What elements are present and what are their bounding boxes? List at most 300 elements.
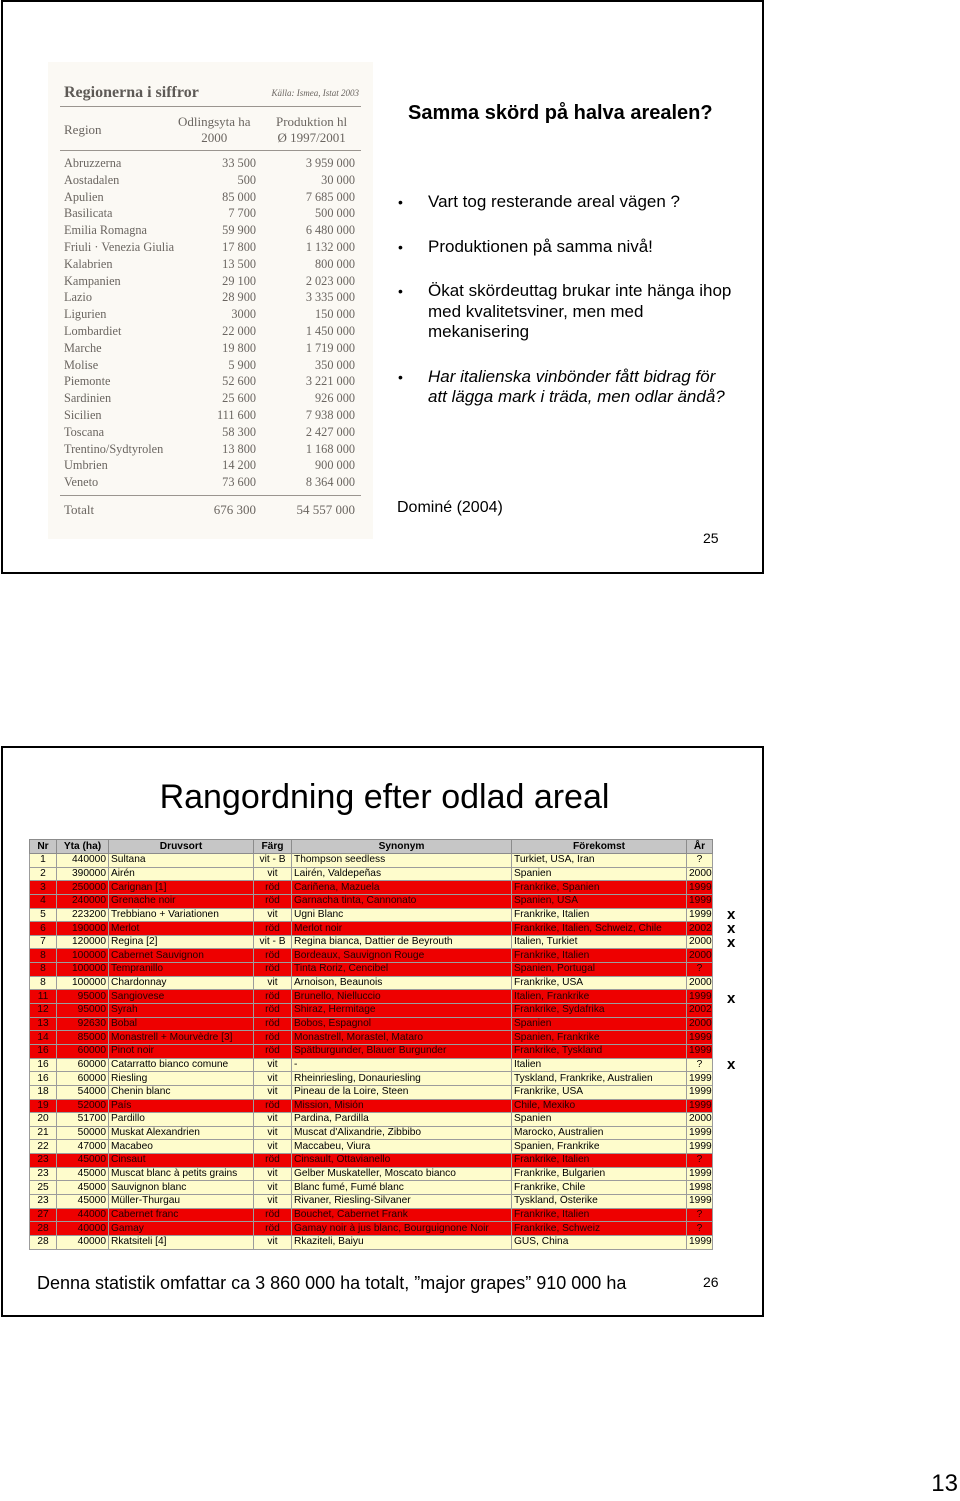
- region-name: Aostadalen: [64, 172, 120, 187]
- production-hl: 350 000: [315, 357, 355, 372]
- cell-farg: röd: [254, 894, 292, 908]
- bullet-item: [398, 367, 738, 408]
- cell-nr: 28: [30, 1235, 57, 1249]
- cell-forekomst: Turkiet, USA, Iran: [512, 854, 687, 868]
- cell-nr: 16: [30, 1058, 57, 1072]
- cell-farg: röd: [254, 922, 292, 936]
- cell-yta: 45000: [57, 1195, 109, 1209]
- production-hl: 1 168 000: [305, 441, 355, 456]
- table-row: [30, 1044, 713, 1058]
- area-ha: 22 000: [222, 323, 256, 338]
- production-hl: 800 000: [315, 256, 355, 271]
- col-header-ha-line1: Odlingsyta ha: [178, 114, 251, 129]
- area-ha: 52 600: [222, 374, 256, 389]
- region-name: Veneto: [64, 475, 99, 490]
- region-name: Abruzzerna: [64, 156, 122, 170]
- area-ha: 111 600: [216, 407, 256, 422]
- cell-yta: 100000: [57, 949, 109, 963]
- table-row: [30, 1004, 713, 1018]
- production-hl: 1 719 000: [305, 340, 355, 355]
- col-header-region: [64, 114, 102, 138]
- cell-yta: 60000: [57, 1044, 109, 1058]
- cell-yta: 120000: [57, 935, 109, 949]
- cell-forekomst: GUS, China: [512, 1235, 687, 1249]
- x-mark: x: [727, 1056, 736, 1073]
- cell-druvsort: Cabernet franc: [109, 1208, 254, 1222]
- cell-yta: 54000: [57, 1085, 109, 1099]
- table-row: [30, 1031, 713, 1045]
- cell-synonym: Blanc fumé, Fumé blanc: [292, 1181, 512, 1195]
- col-header-synonym: Synonym: [292, 840, 512, 854]
- cell-ar: ?: [687, 1154, 713, 1168]
- table-header-row: [30, 840, 713, 854]
- x-mark: x: [727, 990, 736, 1007]
- cell-druvsort: Airén: [109, 867, 254, 881]
- cell-farg: vit - B: [254, 935, 292, 949]
- col-header-farg: Färg: [254, 840, 292, 854]
- col-header-hl: [276, 114, 347, 145]
- slide-heading: Samma skörd på halva arealen?: [408, 102, 713, 124]
- cell-nr: 23: [30, 1167, 57, 1181]
- area-ha: 13 800: [222, 441, 256, 456]
- total-rule: [60, 495, 361, 496]
- scan-row: [48, 307, 373, 324]
- document-page-number: 13: [931, 1470, 958, 1497]
- table-row: [30, 949, 713, 963]
- area-ha: 14 200: [222, 458, 256, 473]
- table-row: [30, 894, 713, 908]
- scan-row: [48, 290, 373, 307]
- area-ha: 29 100: [222, 273, 256, 288]
- cell-nr: 20: [30, 1113, 57, 1127]
- area-ha: 85 000: [222, 189, 256, 204]
- cell-druvsort: Catarratto bianco comune: [109, 1058, 254, 1072]
- cell-yta: 100000: [57, 976, 109, 990]
- cell-forekomst: Spanien, Portugal: [512, 963, 687, 977]
- cell-nr: 14: [30, 1031, 57, 1045]
- scan-row: [48, 341, 373, 358]
- cell-synonym: Thompson seedless: [292, 854, 512, 868]
- cell-synonym: Shiraz, Hermitage: [292, 1004, 512, 1018]
- cell-forekomst: Frankrike, Italien: [512, 1154, 687, 1168]
- table-row: [30, 1222, 713, 1236]
- cell-forekomst: Frankrike, Italien: [512, 908, 687, 922]
- cell-forekomst: Italien, Frankrike: [512, 990, 687, 1004]
- cell-yta: 95000: [57, 1004, 109, 1018]
- cell-forekomst: Frankrike, Italien: [512, 949, 687, 963]
- bullet-text: Har italienska vinbönder fått bidrag för att lägga mark i träda, men odlar ändå?: [428, 366, 725, 406]
- table-row: [30, 1085, 713, 1099]
- cell-forekomst: Frankrike, Italien, Schweiz, Chile: [512, 922, 687, 936]
- cell-ar: 1999: [687, 1044, 713, 1058]
- bullet-item: [398, 192, 738, 213]
- cell-forekomst: Frankrike, USA: [512, 1085, 687, 1099]
- cell-druvsort: Pardillo: [109, 1113, 254, 1127]
- region-name: Friuli · Venezia Giulia: [64, 239, 175, 254]
- cell-farg: vit: [254, 1235, 292, 1249]
- cell-yta: 47000: [57, 1140, 109, 1154]
- cell-forekomst: Tyskland, Österike: [512, 1195, 687, 1209]
- grape-variety-table: [29, 839, 713, 1250]
- cell-farg: röd: [254, 1099, 292, 1113]
- scan-row: [48, 425, 373, 442]
- cell-yta: 51700: [57, 1113, 109, 1127]
- cell-synonym: Merlot noir: [292, 922, 512, 936]
- scan-row: [48, 274, 373, 291]
- scan-row: [48, 223, 373, 240]
- production-hl: 3 959 000: [305, 156, 355, 170]
- cell-farg: röd: [254, 1004, 292, 1018]
- cell-farg: vit: [254, 1140, 292, 1154]
- cell-nr: 16: [30, 1044, 57, 1058]
- scan-row: [48, 391, 373, 408]
- cell-ar: 2000: [687, 1017, 713, 1031]
- area-ha: 58 300: [222, 424, 256, 439]
- area-ha: 7 700: [228, 206, 256, 221]
- slide-title: Rangordning efter odlad areal: [159, 778, 610, 816]
- table-row: [30, 1154, 713, 1168]
- production-hl: 3 221 000: [305, 374, 355, 389]
- cell-farg: röd: [254, 1222, 292, 1236]
- cell-farg: vit: [254, 1085, 292, 1099]
- cell-farg: vit: [254, 1113, 292, 1127]
- slide-26: [1, 746, 764, 1317]
- cell-nr: 27: [30, 1208, 57, 1222]
- cell-yta: 45000: [57, 1154, 109, 1168]
- cell-forekomst: Marocko, Australien: [512, 1126, 687, 1140]
- cell-ar: ?: [687, 1208, 713, 1222]
- cell-nr: 16: [30, 1072, 57, 1086]
- cell-synonym: Regina bianca, Dattier de Beyrouth: [292, 935, 512, 949]
- scan-row: [48, 173, 373, 190]
- cell-druvsort: Cabernet Sauvignon: [109, 949, 254, 963]
- cell-nr: 23: [30, 1195, 57, 1209]
- cell-yta: 240000: [57, 894, 109, 908]
- table-row: [30, 922, 713, 936]
- table-row: [30, 908, 713, 922]
- cell-druvsort: Pinot noir: [109, 1044, 254, 1058]
- cell-ar: 1999: [687, 1140, 713, 1154]
- cell-yta: 50000: [57, 1126, 109, 1140]
- table-row: [30, 1167, 713, 1181]
- cell-druvsort: País: [109, 1099, 254, 1113]
- table-row: [30, 1181, 713, 1195]
- area-ha: 59 900: [222, 223, 256, 238]
- scan-row: [48, 358, 373, 375]
- x-mark: x: [727, 906, 736, 923]
- cell-yta: 52000: [57, 1099, 109, 1113]
- cell-synonym: Tinta Roriz, Cencibel: [292, 963, 512, 977]
- cell-ar: 2000: [687, 935, 713, 949]
- table-row: [30, 1140, 713, 1154]
- table-row: [30, 1126, 713, 1140]
- cell-forekomst: Spanien: [512, 1017, 687, 1031]
- area-ha: 3000: [231, 307, 256, 322]
- cell-forekomst: Spanien, Frankrike: [512, 1140, 687, 1154]
- total-ha: 676 300: [213, 502, 256, 517]
- production-hl: 900 000: [315, 458, 355, 473]
- bullet-glyph: •: [398, 283, 403, 299]
- cell-druvsort: Sultana: [109, 854, 254, 868]
- header-rule-2: [60, 150, 361, 151]
- cell-forekomst: Italien, Turkiet: [512, 935, 687, 949]
- bullet-glyph: •: [398, 368, 403, 385]
- cell-nr: 18: [30, 1085, 57, 1099]
- cell-ar: 1999: [687, 990, 713, 1004]
- cell-druvsort: Riesling: [109, 1072, 254, 1086]
- cell-druvsort: Cinsaut: [109, 1154, 254, 1168]
- area-ha: 500: [237, 172, 256, 187]
- cell-nr: 28: [30, 1222, 57, 1236]
- cell-ar: 1999: [687, 894, 713, 908]
- table-row: [30, 1017, 713, 1031]
- table-row: [30, 976, 713, 990]
- cell-synonym: Cariñena, Mazuela: [292, 881, 512, 895]
- cell-nr: 8: [30, 949, 57, 963]
- cell-forekomst: Chile, Mexiko: [512, 1099, 687, 1113]
- area-ha: 5 900: [228, 357, 256, 372]
- cell-farg: vit: [254, 1126, 292, 1140]
- table-row: [30, 1208, 713, 1222]
- region-name: Kampanien: [64, 273, 121, 288]
- cell-ar: 2000: [687, 976, 713, 990]
- cell-druvsort: Gamay: [109, 1222, 254, 1236]
- bullet-glyph: •: [398, 238, 403, 255]
- cell-synonym: Monastrell, Morastel, Mataro: [292, 1031, 512, 1045]
- scan-row: [48, 240, 373, 257]
- cell-nr: 7: [30, 935, 57, 949]
- cell-druvsort: Sangiovese: [109, 990, 254, 1004]
- region-name: Molise: [64, 357, 99, 372]
- bullet-text: Produktionen på samma nivå!: [428, 236, 653, 256]
- scan-rows: [48, 156, 373, 492]
- cell-farg: vit: [254, 1181, 292, 1195]
- cell-forekomst: Frankrike, USA: [512, 976, 687, 990]
- cell-synonym: Rkaziteli, Baiyu: [292, 1235, 512, 1249]
- scan-source: Källa: Ismea, Istat 2003: [271, 88, 359, 98]
- scan-row: [48, 190, 373, 207]
- production-hl: 6 480 000: [305, 223, 355, 238]
- scan-row: [48, 206, 373, 223]
- cell-druvsort: Grenache noir: [109, 894, 254, 908]
- cell-farg: röd: [254, 963, 292, 977]
- cell-ar: 1999: [687, 1072, 713, 1086]
- region-name: Ligurien: [64, 307, 107, 322]
- col-header-ha: [178, 114, 251, 145]
- area-ha: 13 500: [222, 256, 256, 271]
- cell-ar: 1999: [687, 1167, 713, 1181]
- col-header-nr: Nr: [30, 840, 57, 854]
- area-ha: 73 600: [222, 475, 256, 490]
- cell-forekomst: Tyskland, Frankrike, Australien: [512, 1072, 687, 1086]
- production-hl: 3 335 000: [305, 290, 355, 305]
- cell-forekomst: Spanien: [512, 867, 687, 881]
- cell-nr: 12: [30, 1004, 57, 1018]
- cell-forekomst: Frankrike, Schweiz: [512, 1222, 687, 1236]
- bullet-text: Vart tog resterande areal vägen ?: [428, 192, 681, 211]
- cell-druvsort: Trebbiano + Variationen: [109, 908, 254, 922]
- scan-row: [48, 324, 373, 341]
- cell-ar: 1999: [687, 1085, 713, 1099]
- region-name: Toscana: [64, 424, 105, 439]
- production-hl: 7 685 000: [305, 189, 355, 204]
- x-mark: x: [727, 920, 736, 937]
- cell-synonym: Bobos, Espagnol: [292, 1017, 512, 1031]
- cell-farg: röd: [254, 1017, 292, 1031]
- cell-yta: 223200: [57, 908, 109, 922]
- cell-forekomst: Spanien: [512, 1113, 687, 1127]
- table-row: [30, 881, 713, 895]
- cell-synonym: Pineau de la Loire, Steen: [292, 1085, 512, 1099]
- cell-farg: vit: [254, 1195, 292, 1209]
- cell-nr: 21: [30, 1126, 57, 1140]
- cell-yta: 100000: [57, 963, 109, 977]
- bullet-text: Ökat skördeuttag brukar inte hänga ihop med kvalitetsviner, men med mekanisering: [428, 281, 732, 341]
- production-hl: 2 023 000: [305, 273, 355, 288]
- col-header-region-label: Region: [64, 122, 102, 137]
- cell-forekomst: Spanien, USA: [512, 894, 687, 908]
- cell-yta: 40000: [57, 1235, 109, 1249]
- cell-nr: 19: [30, 1099, 57, 1113]
- scan-row: [48, 408, 373, 425]
- region-name: Lombardiet: [64, 323, 122, 338]
- total-hl: 54 557 000: [296, 502, 355, 517]
- cell-druvsort: Merlot: [109, 922, 254, 936]
- cell-synonym: Garnacha tinta, Cannonato: [292, 894, 512, 908]
- production-hl: 8 364 000: [305, 475, 355, 490]
- cell-druvsort: Regina [2]: [109, 935, 254, 949]
- cell-yta: 44000: [57, 1208, 109, 1222]
- cell-yta: 440000: [57, 854, 109, 868]
- cell-synonym: Muscat d'Alixandrie, Zibbibo: [292, 1126, 512, 1140]
- cell-farg: vit: [254, 976, 292, 990]
- cell-yta: 390000: [57, 867, 109, 881]
- production-hl: 150 000: [315, 307, 355, 322]
- cell-nr: 6: [30, 922, 57, 936]
- cell-ar: 1999: [687, 1126, 713, 1140]
- cell-synonym: Rheinriesling, Donauriesling: [292, 1072, 512, 1086]
- table-row: [30, 963, 713, 977]
- cell-nr: 23: [30, 1154, 57, 1168]
- cell-ar: 1999: [687, 1195, 713, 1209]
- cell-farg: röd: [254, 1208, 292, 1222]
- scan-row: [48, 458, 373, 475]
- region-name: Umbrien: [64, 458, 108, 473]
- production-hl: 30 000: [321, 172, 355, 187]
- cell-synonym: Cinsault, Ottavianello: [292, 1154, 512, 1168]
- table-row: [30, 1099, 713, 1113]
- col-header-yta: Yta (ha): [57, 840, 109, 854]
- table-row: [30, 867, 713, 881]
- cell-druvsort: Tempranillo: [109, 963, 254, 977]
- cell-nr: 25: [30, 1181, 57, 1195]
- cell-synonym: Lairén, Valdepeñas: [292, 867, 512, 881]
- region-name: Kalabrien: [64, 256, 113, 271]
- scan-row: [48, 374, 373, 391]
- cell-farg: röd: [254, 949, 292, 963]
- cell-druvsort: Chardonnay: [109, 976, 254, 990]
- scan-row: [48, 257, 373, 274]
- region-name: Piemonte: [64, 374, 111, 389]
- cell-ar: 2000: [687, 1113, 713, 1127]
- cell-forekomst: Frankrike, Sydafrika: [512, 1004, 687, 1018]
- production-hl: 1 132 000: [305, 239, 355, 254]
- cell-yta: 60000: [57, 1058, 109, 1072]
- cell-ar: 1999: [687, 1099, 713, 1113]
- table-body: [30, 854, 713, 1250]
- cell-synonym: Gelber Muskateller, Moscato bianco: [292, 1167, 512, 1181]
- citation: Dominé (2004): [397, 499, 503, 516]
- region-name: Sardinien: [64, 391, 112, 406]
- header-rule: [60, 106, 361, 107]
- cell-yta: 95000: [57, 990, 109, 1004]
- cell-nr: 5: [30, 908, 57, 922]
- table-row: [30, 1235, 713, 1249]
- cell-ar: 1999: [687, 1031, 713, 1045]
- cell-farg: röd: [254, 990, 292, 1004]
- col-header-ar: År: [687, 840, 713, 854]
- cell-synonym: Maccabeu, Viura: [292, 1140, 512, 1154]
- cell-farg: vit: [254, 1058, 292, 1072]
- cell-synonym: Rivaner, Riesling-Silvaner: [292, 1195, 512, 1209]
- cell-ar: 2002: [687, 1004, 713, 1018]
- region-name: Emilia Romagna: [64, 223, 147, 238]
- cell-synonym: Bouchet, Cabernet Frank: [292, 1208, 512, 1222]
- cell-druvsort: Macabeo: [109, 1140, 254, 1154]
- cell-nr: 13: [30, 1017, 57, 1031]
- scanned-region-table: [48, 62, 373, 539]
- cell-nr: 22: [30, 1140, 57, 1154]
- region-name: Lazio: [64, 290, 92, 305]
- cell-farg: röd: [254, 1031, 292, 1045]
- region-name: Apulien: [64, 189, 104, 204]
- cell-farg: vit - B: [254, 854, 292, 868]
- cell-synonym: Pardina, Pardilla: [292, 1113, 512, 1127]
- bullet-item: [398, 237, 738, 258]
- table-row: [30, 990, 713, 1004]
- cell-farg: vit: [254, 867, 292, 881]
- area-ha: 17 800: [222, 239, 256, 254]
- col-header-druvsort: Druvsort: [109, 840, 254, 854]
- cell-ar: 2000: [687, 949, 713, 963]
- cell-yta: 85000: [57, 1031, 109, 1045]
- region-name: Marche: [64, 340, 102, 355]
- cell-ar: 1999: [687, 908, 713, 922]
- cell-synonym: Bordeaux, Sauvignon Rouge: [292, 949, 512, 963]
- total-label: Totalt: [64, 502, 95, 517]
- table-row: [30, 935, 713, 949]
- cell-nr: 1: [30, 854, 57, 868]
- region-name: Basilicata: [64, 206, 113, 221]
- table-row: [30, 1113, 713, 1127]
- cell-yta: 190000: [57, 922, 109, 936]
- cell-yta: 45000: [57, 1167, 109, 1181]
- bullet-list: [398, 192, 738, 432]
- production-hl: 1 450 000: [305, 323, 355, 338]
- cell-synonym: -: [292, 1058, 512, 1072]
- cell-forekomst: Frankrike, Bulgarien: [512, 1167, 687, 1181]
- slide-page-number: 26: [703, 1274, 719, 1290]
- table-row: [30, 1058, 713, 1072]
- cell-forekomst: Spanien, Frankrike: [512, 1031, 687, 1045]
- cell-druvsort: Müller-Thurgau: [109, 1195, 254, 1209]
- scan-row: [48, 156, 373, 173]
- cell-synonym: Ugni Blanc: [292, 908, 512, 922]
- scan-row: [48, 475, 373, 492]
- production-hl: 2 427 000: [305, 424, 355, 439]
- cell-nr: 3: [30, 881, 57, 895]
- col-header-forekomst: Förekomst: [512, 840, 687, 854]
